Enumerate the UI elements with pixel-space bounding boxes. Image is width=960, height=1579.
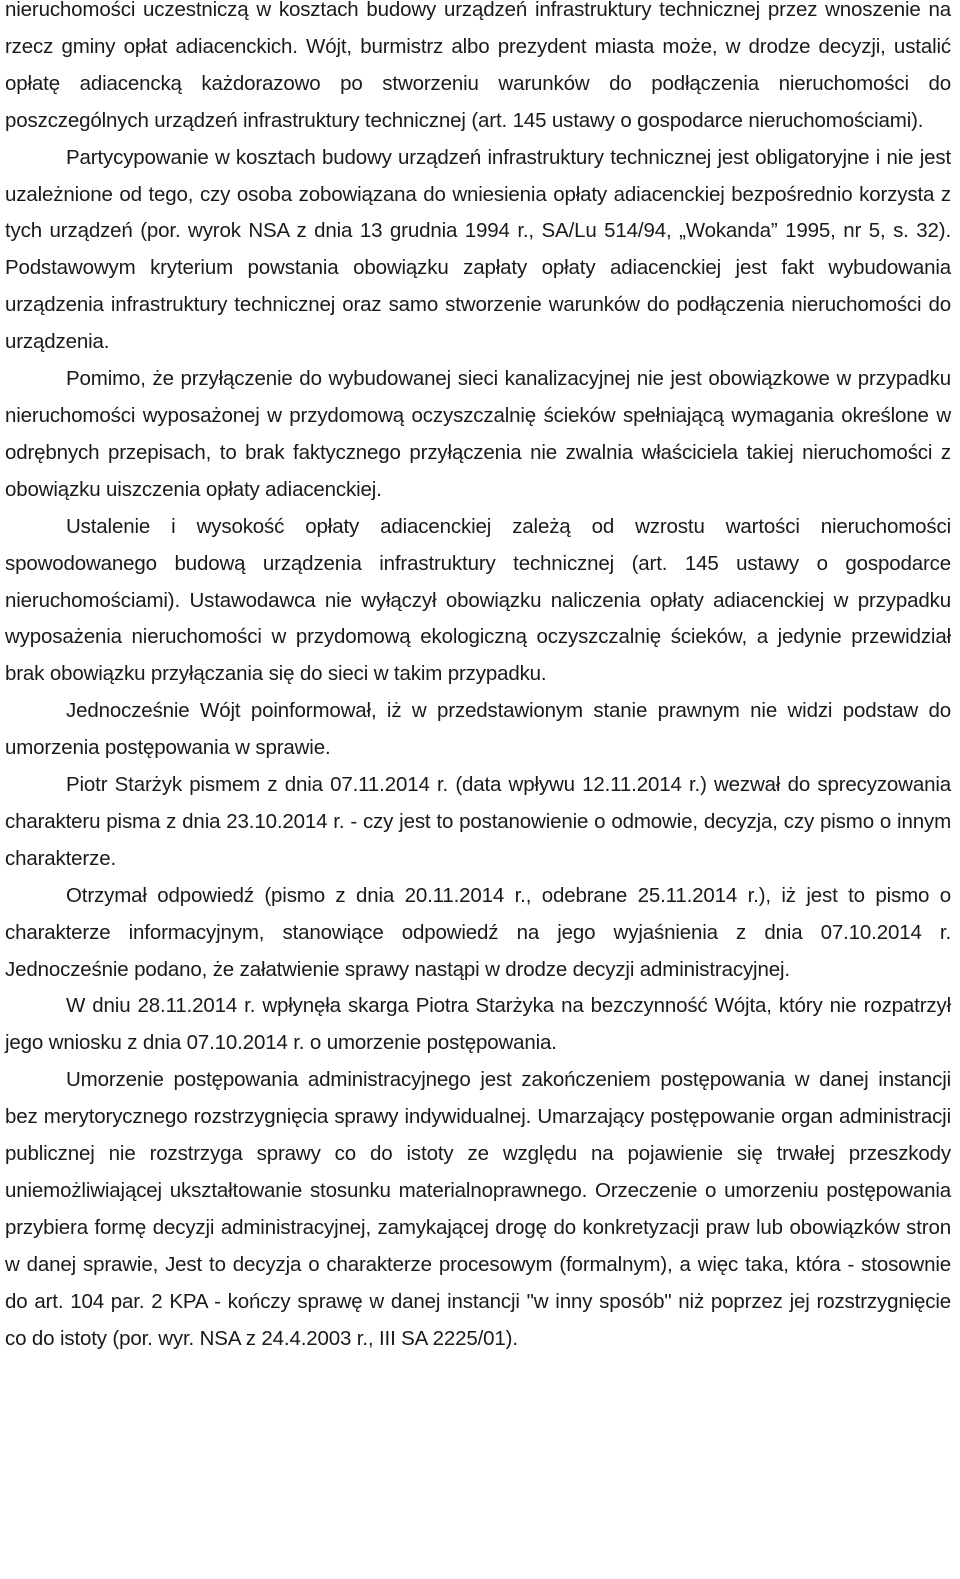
paragraph-skarga: W dniu 28.11.2014 r. wpłynęła skarga Piotra Starżyka na bezczynność Wójta, który nie rozpatrzył jego wniosku z dnia 07.10.2014 r. o umorzenie postępowania. — [5, 994, 951, 1055]
paragraph-wojt-informacja: Jednocześnie Wójt poinformował, iż w przedstawionym stanie prawnym nie widzi podstaw do umorzenia postępowania w sprawie. — [5, 699, 951, 760]
paragraph-przylaczenie: Pomimo, że przyłączenie do wybudowanej sieci kanalizacyjnej nie jest obowiązkowe w przypadku nieruchomości wyposażonej w przydomową oczyszczalnię ścieków spełniającą wymagania określone w odrębnych przepisach, to brak faktycznego przyłączenia nie zwalnia właściciela takiej nieruchomości z obowiązku uiszczenia opłaty adiacenckiej. — [5, 367, 951, 501]
paragraph-partycypowanie: Partycypowanie w kosztach budowy urządzeń infrastruktury technicznej jest obligatoryjne i nie jest uzależnione od tego, czy osoba zobowiązana do wniesienia opłaty adiacenckiej bezpośrednio korzysta z tych urządzeń (por. wyrok NSA z dnia 13 grudnia 1994 r., SA/Lu 514/94, „Wokanda” 1995, nr 5, s. 32). Podstawowym kryterium powstania obowiązku zapłaty opłaty adiacenckiej jest fakt wybudowania urządzenia infrastruktury technicznej oraz samo stworzenie warunków do podłączenia nieruchomości do urządzenia. — [5, 145, 951, 354]
document-page — [5, 0, 951, 1358]
paragraph-ustalenie: Ustalenie i wysokość opłaty adiacenckiej zależą od wzrostu wartości nieruchomości spowodowanego budową urządzenia infrastruktury technicznej (art. 145 ustawy o gospodarce nieruchomościami). Ustawodawca nie wyłączył obowiązku naliczenia opłaty adiacenckiej w przypadku wyposażenia nieruchomości w przydomową ekologiczną oczyszczalnię ścieków, a jedynie przewidział brak obowiązku przyłączania się do sieci w takim przypadku. — [5, 514, 951, 686]
paragraph-wezwanie: Piotr Starżyk pismem z dnia 07.11.2014 r. (data wpływu 12.11.2014 r.) wezwał do sprecyzowania charakteru pisma z dnia 23.10.2014 r. - czy jest to postanowienie o odmowie, decyzja, czy pismo o innym charakterze. — [5, 773, 951, 870]
paragraph-umorzenie: Umorzenie postępowania administracyjnego jest zakończeniem postępowania w danej instancji bez merytorycznego rozstrzygnięcia sprawy indywidualnej. Umarzający postępowanie organ administracji publicznej nie rozstrzyga sprawy co do istoty ze względu na pojawienie się trwałej przeszkody uniemożliwiającej ukształtowanie stosunku materialnoprawnego. Orzeczenie o umorzeniu postępowania przybiera formę decyzji administracyjnej, zamykającej drogę do konkretyzacji praw lub obowiązków stron w danej sprawie, Jest to decyzja o charakterze procesowym (formalnym), a więc taka, która - stosownie do art. 104 par. 2 KPA - kończy sprawę w danej instancji "w inny sposób" niż poprzez jej rozstrzygnięcie co do istoty (por. wyr. NSA z 24.4.2003 r., III SA 2225/01). — [5, 1068, 951, 1350]
paragraph-continued: nieruchomości uczestniczą w kosztach budowy urządzeń infrastruktury technicznej przez wnoszenie na rzecz gminy opłat adiacenckich. Wójt, burmistrz albo prezydent miasta może, w drodze decyzji, ustalić opłatę adiacencką każdorazowo po stworzeniu warunków do podłączenia nieruchomości do poszczególnych urządzeń infrastruktury technicznej (art. 145 ustawy o gospodarce nieruchomościami). — [5, 0, 951, 132]
paragraph-odpowiedz: Otrzymał odpowiedź (pismo z dnia 20.11.2014 r., odebrane 25.11.2014 r.), iż jest to pismo o charakterze informacyjnym, stanowiące odpowiedź na jego wyjaśnienia z dnia 07.10.2014 r. Jednocześnie podano, że załatwienie sprawy nastąpi w drodze decyzji administracyjnej. — [5, 883, 951, 981]
